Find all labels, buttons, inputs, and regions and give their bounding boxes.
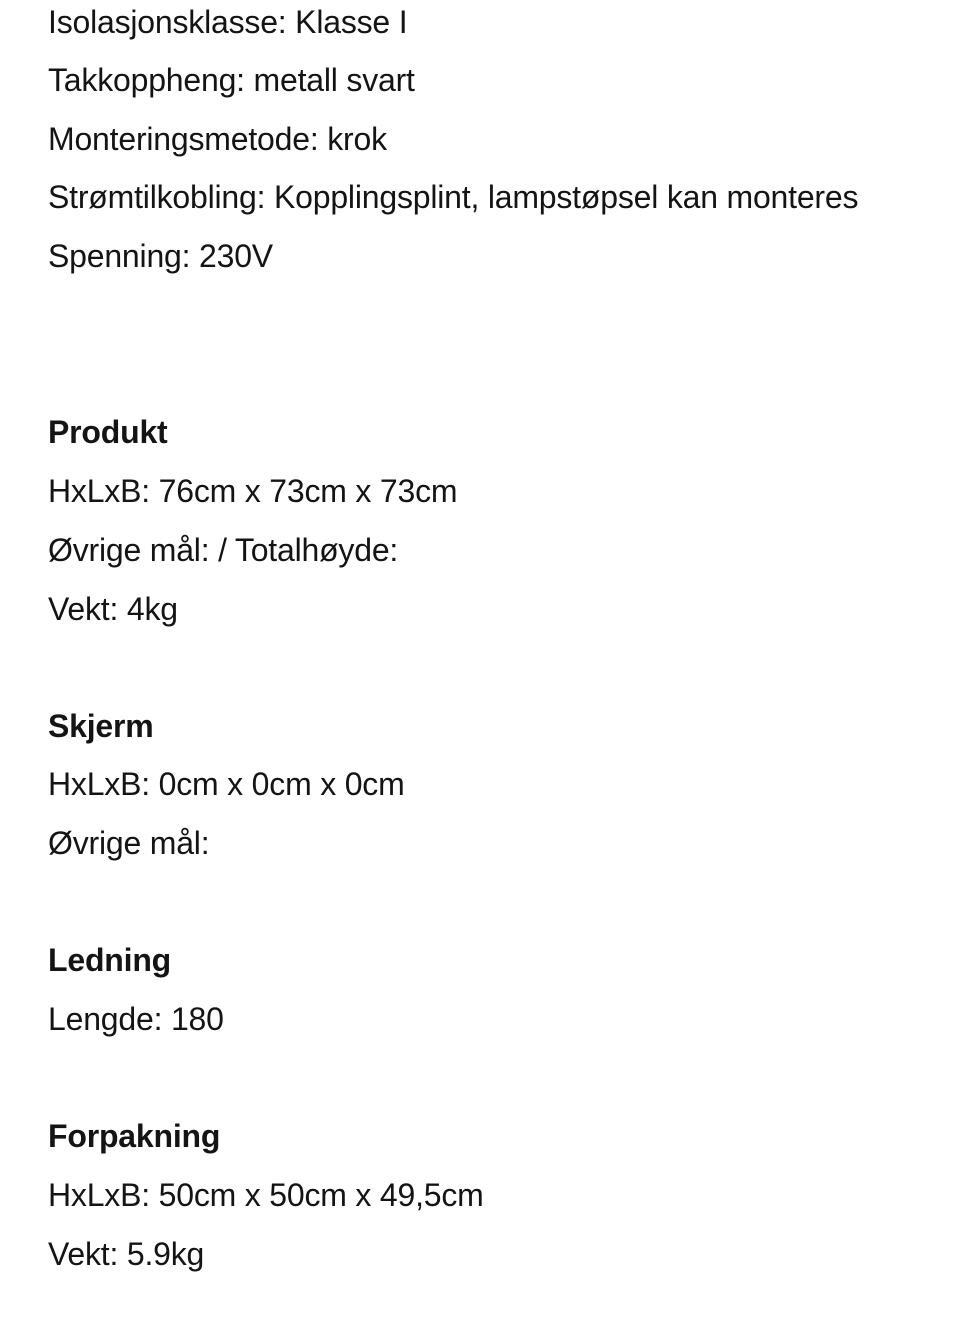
spec-power-connection: Strømtilkobling: Kopplingsplint, lampstøpsel kan monteres — [48, 179, 859, 215]
packaging-dimensions: HxLxB: 50cm x 50cm x 49,5cm — [48, 1177, 484, 1213]
cord-length: Lengde: 180 — [48, 1001, 224, 1037]
spec-voltage: Spenning: 230V — [48, 238, 273, 274]
product-weight: Vekt: 4kg — [48, 591, 178, 627]
product-other-measures: Øvrige mål: / Totalhøyde: — [48, 532, 399, 568]
product-heading: Produkt — [48, 414, 168, 450]
shade-heading: Skjerm — [48, 708, 154, 744]
spec-ceiling-cup: Takkoppheng: metall svart — [48, 62, 415, 98]
product-dimensions: HxLxB: 76cm x 73cm x 73cm — [48, 473, 458, 509]
shade-other-measures: Øvrige mål: — [48, 825, 210, 861]
spec-mounting-method: Monteringsmetode: krok — [48, 121, 387, 157]
packaging-heading: Forpakning — [48, 1118, 221, 1154]
shade-dimensions: HxLxB: 0cm x 0cm x 0cm — [48, 766, 405, 802]
packaging-weight: Vekt: 5.9kg — [48, 1236, 205, 1272]
cord-heading: Ledning — [48, 942, 172, 978]
spec-isolation-class: Isolasjonsklasse: Klasse I — [48, 4, 408, 40]
